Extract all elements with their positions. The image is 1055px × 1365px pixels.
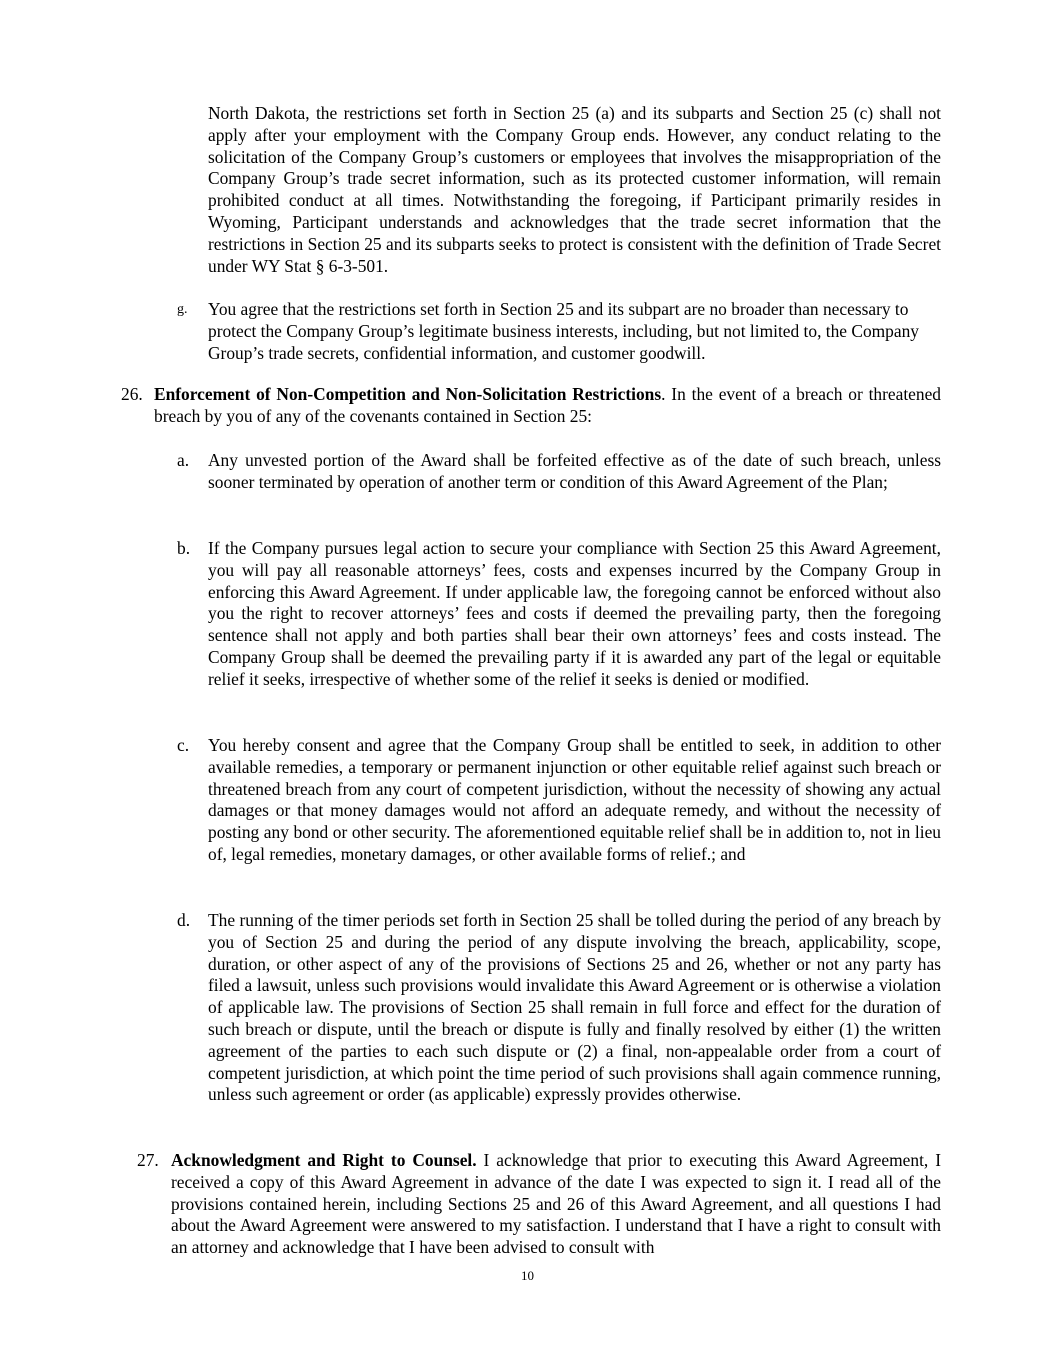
list-item-text: You agree that the restrictions set forth in Section 25 and its subpart are no broader than necessary to protect the Company Group’s legitimate business interests, including, but not limited to, the Company Group’s trade secrets, confidential information, and customer goodwill.	[208, 299, 919, 363]
list-item-label: d.	[177, 910, 191, 930]
list-item-text: Any unvested portion of the Award shall be forfeited effective as of the date of such breach, unless sooner terminated by operation of another term or condition of this Award Agreement of the Plan;	[208, 450, 941, 492]
list-item-c	[177, 735, 941, 866]
section-27	[137, 1150, 941, 1259]
section-number: 27.	[137, 1150, 159, 1170]
section-intro: . In the event of a breach or threatened breach by you of any of the covenants contained in Section 25:	[154, 384, 941, 426]
section-number: 26.	[121, 384, 143, 404]
list-item-label: a.	[177, 450, 190, 470]
section-title: Acknowledgment and Right to Counsel.	[171, 1150, 477, 1170]
section-text: I acknowledge that prior to executing this Award Agreement, I received a copy of this Award Agreement in advance of the date I was expected to sign it. I read all of the provisions contained herein, including Sections 25 and 26 of this Award Agreement, and all questions I had about the Award Agreement were answered to my satisfaction. I understand that I have a right to consult with an attorney and acknowledge that I have been advised to consult with	[171, 1150, 941, 1258]
list-item-text: The running of the timer periods set forth in Section 25 shall be tolled during the period of any breach by you of Section 25 and during the period of any dispute involving the breach, applicability, scope, duration, or other aspect of any of the provisions of Sections 25 and 26, whether or not any party has filed a lawsuit, unless such provisions would invalidate this Award Agreement or is otherwise a violation of applicable law. The provisions of Section 25 shall remain in full force and effect for the duration of such breach or dispute, until the breach or dispute is fully and finally resolved by either (1) the written agreement of the parties to each such dispute or (2) a final, non-appealable order from a court of competent jurisdiction, at which point the time period of such provisions shall again commence running, unless such agreement or order (as applicable) expressly provides otherwise.	[208, 910, 941, 1105]
list-item-g	[177, 299, 941, 364]
page-number: 10	[521, 1268, 534, 1283]
section-title: Enforcement of Non-Competition and Non-Solicitation Restrictions	[154, 384, 662, 404]
section-26	[121, 384, 941, 428]
list-item-label: g.	[177, 302, 188, 317]
list-item-d	[177, 910, 941, 1106]
list-item-label: c.	[177, 735, 190, 755]
list-item-b	[177, 538, 941, 691]
list-item-label: b.	[177, 538, 191, 558]
list-item-text: You hereby consent and agree that the Company Group shall be entitled to seek, in addition to other available remedies, a temporary or permanent injunction or other equitable relief against such breach or threatened breach from any court of competent jurisdiction, without the necessity of showing any actual damages or that money damages would not afford an adequate remedy, and without the necessity of posting any bond or other security. The aforementioned equitable relief shall be in addition to, not in lieu of, legal remedies, monetary damages, or other available forms of relief.; and	[208, 735, 941, 864]
continued-paragraph: North Dakota, the restrictions set forth in Section 25 (a) and its subparts and Section 25 (c) shall not apply after your employment with the Company Group ends. However, any conduct relating to the solicitation of the Company Group’s customers or employees that involves the misappropriation of the Company Group’s trade secret information, such as its protected customer information, will remain prohibited conduct at all times. Notwithstanding the foregoing, if Participant primarily resides in Wyoming, Participant understands and acknowledges that the trade secret information that the restrictions in Section 25 and its subparts seeks to protect is consistent with the definition of Trade Secret under WY Stat § 6-3-501.	[208, 103, 941, 276]
list-item-a	[177, 450, 941, 494]
list-item-text: If the Company pursues legal action to secure your compliance with Section 25 this Award Agreement, you will pay all reasonable attorneys’ fees, costs and expenses incurred by the Company Group in enforcing this Award Agreement. If under applicable law, the foregoing cannot be enforced without also you the right to recover attorneys’ fees and costs if deemed the prevailing party, then the foregoing sentence shall not apply and both parties shall bear their own attorneys’ fees and costs instead. The Company Group shall be deemed the prevailing party if it is awarded any part of the legal or equitable relief it seeks, irrespective of whether some of the relief it seeks is denied or modified.	[208, 538, 941, 689]
